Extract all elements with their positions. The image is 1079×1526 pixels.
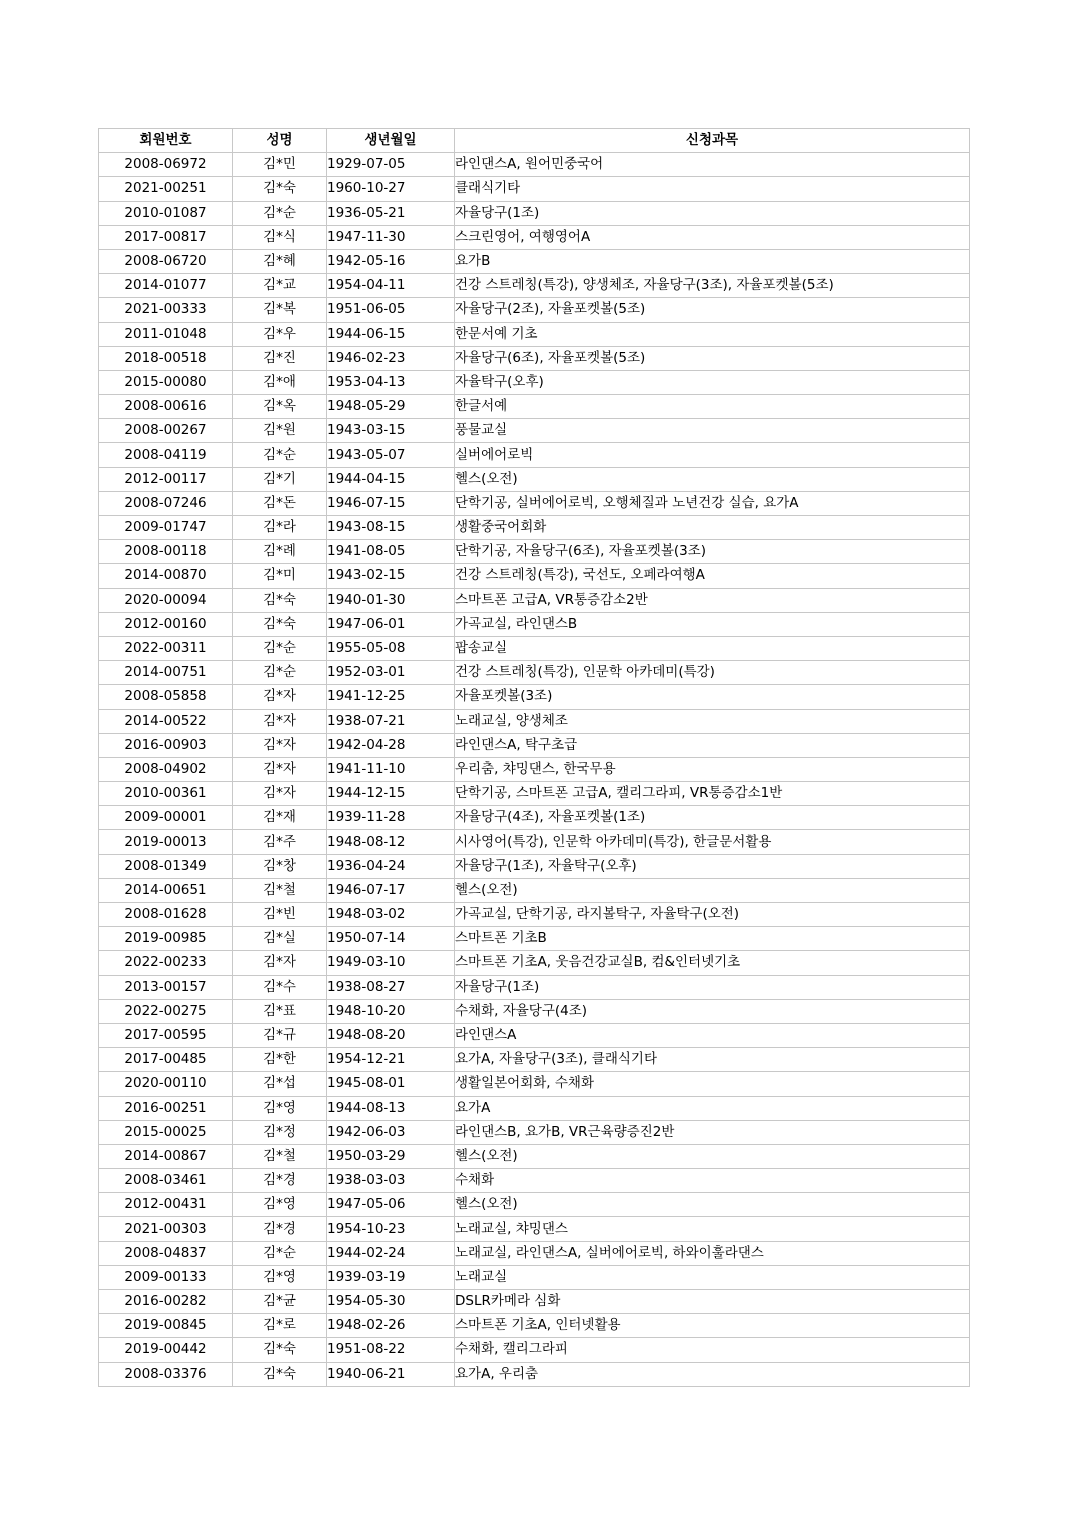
courses-cell: 자율당구(6조), 자율포켓볼(5조) — [455, 346, 970, 370]
member-id-cell: 2014-00751 — [99, 661, 233, 685]
name-cell: 김*한 — [233, 1048, 327, 1072]
member-id-cell: 2008-00267 — [99, 419, 233, 443]
name-cell: 김*균 — [233, 1290, 327, 1314]
courses-cell: 헬스(오전) — [455, 1193, 970, 1217]
table-body — [99, 153, 970, 1387]
name-cell: 김*숙 — [233, 1338, 327, 1362]
table-row — [99, 951, 970, 975]
member-id-cell: 2008-03376 — [99, 1362, 233, 1386]
member-id-cell: 2017-00485 — [99, 1048, 233, 1072]
courses-cell: 생활일본어회화, 수채화 — [455, 1072, 970, 1096]
table-row — [99, 249, 970, 273]
table-row — [99, 1241, 970, 1265]
birthdate-cell: 1952-03-01 — [327, 661, 455, 685]
member-id-cell: 2017-00817 — [99, 225, 233, 249]
birthdate-cell: 1951-08-22 — [327, 1338, 455, 1362]
name-cell: 김*순 — [233, 443, 327, 467]
birthdate-cell: 1939-03-19 — [327, 1265, 455, 1289]
name-cell: 김*철 — [233, 1144, 327, 1168]
member-id-cell: 2017-00595 — [99, 1023, 233, 1047]
courses-cell: 자율당구(1조) — [455, 201, 970, 225]
name-cell: 김*복 — [233, 298, 327, 322]
member-id-cell: 2012-00117 — [99, 467, 233, 491]
name-cell: 김*순 — [233, 201, 327, 225]
courses-cell: 자율당구(1조) — [455, 975, 970, 999]
table-row — [99, 830, 970, 854]
member-id-cell: 2019-00013 — [99, 830, 233, 854]
member-id-cell: 2019-00985 — [99, 927, 233, 951]
table-row — [99, 903, 970, 927]
table-row — [99, 806, 970, 830]
courses-cell: 클래식기타 — [455, 177, 970, 201]
name-cell: 김*돈 — [233, 491, 327, 515]
member-id-cell: 2011-01048 — [99, 322, 233, 346]
table-row — [99, 516, 970, 540]
birthdate-cell: 1953-04-13 — [327, 370, 455, 394]
name-cell: 김*례 — [233, 540, 327, 564]
birthdate-cell: 1944-04-15 — [327, 467, 455, 491]
table-row — [99, 225, 970, 249]
name-cell: 김*섭 — [233, 1072, 327, 1096]
member-course-table — [98, 128, 970, 1387]
name-cell: 김*규 — [233, 1023, 327, 1047]
member-id-cell: 2021-00303 — [99, 1217, 233, 1241]
birthdate-cell: 1948-02-26 — [327, 1314, 455, 1338]
courses-cell: 단학기공, 자율당구(6조), 자율포켓볼(3조) — [455, 540, 970, 564]
courses-cell: 건강 스트레칭(특강), 국선도, 오페라여행A — [455, 564, 970, 588]
birthdate-cell: 1936-05-21 — [327, 201, 455, 225]
table-row — [99, 1338, 970, 1362]
table-row — [99, 1072, 970, 1096]
member-id-cell: 2016-00251 — [99, 1096, 233, 1120]
table-row — [99, 854, 970, 878]
table-row — [99, 419, 970, 443]
birthdate-cell: 1940-01-30 — [327, 588, 455, 612]
courses-cell: 시사영어(특강), 인문학 아카데미(특강), 한글문서활용 — [455, 830, 970, 854]
name-cell: 김*애 — [233, 370, 327, 394]
table-row — [99, 685, 970, 709]
name-cell: 김*숙 — [233, 177, 327, 201]
table-row — [99, 1120, 970, 1144]
birthdate-cell: 1942-05-16 — [327, 249, 455, 273]
birthdate-cell: 1960-10-27 — [327, 177, 455, 201]
member-id-cell: 2019-00845 — [99, 1314, 233, 1338]
courses-cell: 노래교실, 라인댄스A, 실버에어로빅, 하와이훌라댄스 — [455, 1241, 970, 1265]
birthdate-cell: 1946-07-17 — [327, 878, 455, 902]
birthdate-cell: 1941-11-10 — [327, 757, 455, 781]
member-id-cell: 2008-03461 — [99, 1169, 233, 1193]
table-row — [99, 201, 970, 225]
birthdate-cell: 1938-03-03 — [327, 1169, 455, 1193]
courses-cell: 실버에어로빅 — [455, 443, 970, 467]
name-cell: 김*철 — [233, 878, 327, 902]
courses-cell: DSLR카메라 심화 — [455, 1290, 970, 1314]
birthdate-cell: 1947-05-06 — [327, 1193, 455, 1217]
courses-cell: 가곡교실, 라인댄스B — [455, 612, 970, 636]
table-row — [99, 1265, 970, 1289]
member-id-cell: 2014-00870 — [99, 564, 233, 588]
name-cell: 김*영 — [233, 1096, 327, 1120]
birthdate-cell: 1948-10-20 — [327, 999, 455, 1023]
member-id-cell: 2014-00867 — [99, 1144, 233, 1168]
courses-cell: 수채화, 캘리그라피 — [455, 1338, 970, 1362]
birthdate-cell: 1948-08-20 — [327, 1023, 455, 1047]
courses-cell: 가곡교실, 단학기공, 라지볼탁구, 자율탁구(오전) — [455, 903, 970, 927]
table-row — [99, 1217, 970, 1241]
courses-cell: 스마트폰 기초B — [455, 927, 970, 951]
header-row — [99, 129, 970, 153]
name-cell: 김*자 — [233, 685, 327, 709]
courses-cell: 한글서예 — [455, 395, 970, 419]
courses-cell: 자율당구(4조), 자율포켓볼(1조) — [455, 806, 970, 830]
courses-cell: 자율포켓볼(3조) — [455, 685, 970, 709]
name-cell: 김*숙 — [233, 1362, 327, 1386]
table-row — [99, 1023, 970, 1047]
birthdate-cell: 1948-08-12 — [327, 830, 455, 854]
courses-cell: 우리춤, 챠밍댄스, 한국무용 — [455, 757, 970, 781]
name-cell: 김*수 — [233, 975, 327, 999]
member-id-cell: 2014-00522 — [99, 709, 233, 733]
courses-cell: 팝송교실 — [455, 636, 970, 660]
birthdate-cell: 1949-03-10 — [327, 951, 455, 975]
birthdate-cell: 1955-05-08 — [327, 636, 455, 660]
birthdate-cell: 1944-08-13 — [327, 1096, 455, 1120]
courses-cell: 건강 스트레칭(특강), 양생체조, 자율당구(3조), 자율포켓볼(5조) — [455, 274, 970, 298]
name-cell: 김*실 — [233, 927, 327, 951]
table-row — [99, 636, 970, 660]
courses-cell: 풍물교실 — [455, 419, 970, 443]
courses-cell: 생활중국어회화 — [455, 516, 970, 540]
courses-cell: 한문서예 기초 — [455, 322, 970, 346]
member-id-cell: 2008-04119 — [99, 443, 233, 467]
courses-cell: 노래교실, 양생체조 — [455, 709, 970, 733]
courses-cell: 노래교실, 챠밍댄스 — [455, 1217, 970, 1241]
name-cell: 김*주 — [233, 830, 327, 854]
table-row — [99, 274, 970, 298]
birthdate-cell: 1946-02-23 — [327, 346, 455, 370]
birthdate-cell: 1950-07-14 — [327, 927, 455, 951]
courses-cell: 요가A, 자율당구(3조), 클래식기타 — [455, 1048, 970, 1072]
name-cell: 김*기 — [233, 467, 327, 491]
birthdate-cell: 1943-02-15 — [327, 564, 455, 588]
header-member-id: 회원번호 — [99, 129, 233, 153]
name-cell: 김*교 — [233, 274, 327, 298]
birthdate-cell: 1936-04-24 — [327, 854, 455, 878]
courses-cell: 자율탁구(오후) — [455, 370, 970, 394]
table-row — [99, 975, 970, 999]
table-row — [99, 757, 970, 781]
member-id-cell: 2010-00361 — [99, 782, 233, 806]
table-row — [99, 733, 970, 757]
member-id-cell: 2022-00275 — [99, 999, 233, 1023]
courses-cell: 라인댄스A — [455, 1023, 970, 1047]
member-id-cell: 2020-00094 — [99, 588, 233, 612]
table-row — [99, 1290, 970, 1314]
birthdate-cell: 1942-04-28 — [327, 733, 455, 757]
name-cell: 김*표 — [233, 999, 327, 1023]
member-id-cell: 2008-04902 — [99, 757, 233, 781]
member-id-cell: 2008-01628 — [99, 903, 233, 927]
name-cell: 김*자 — [233, 709, 327, 733]
table-row — [99, 443, 970, 467]
member-id-cell: 2022-00311 — [99, 636, 233, 660]
member-id-cell: 2018-00518 — [99, 346, 233, 370]
name-cell: 김*식 — [233, 225, 327, 249]
name-cell: 김*자 — [233, 951, 327, 975]
header-courses: 신청과목 — [455, 129, 970, 153]
courses-cell: 수채화, 자율당구(4조) — [455, 999, 970, 1023]
member-id-cell: 2014-00651 — [99, 878, 233, 902]
name-cell: 김*영 — [233, 1193, 327, 1217]
courses-cell: 자율당구(1조), 자율탁구(오후) — [455, 854, 970, 878]
birthdate-cell: 1938-08-27 — [327, 975, 455, 999]
birthdate-cell: 1938-07-21 — [327, 709, 455, 733]
table-row — [99, 540, 970, 564]
birthdate-cell: 1941-12-25 — [327, 685, 455, 709]
table-row — [99, 1169, 970, 1193]
table-row — [99, 661, 970, 685]
table-row — [99, 1362, 970, 1386]
name-cell: 김*미 — [233, 564, 327, 588]
table-row — [99, 927, 970, 951]
birthdate-cell: 1929-07-05 — [327, 153, 455, 177]
member-id-cell: 2015-00080 — [99, 370, 233, 394]
birthdate-cell: 1950-03-29 — [327, 1144, 455, 1168]
name-cell: 김*빈 — [233, 903, 327, 927]
table-row — [99, 588, 970, 612]
name-cell: 김*원 — [233, 419, 327, 443]
name-cell: 김*정 — [233, 1120, 327, 1144]
birthdate-cell: 1940-06-21 — [327, 1362, 455, 1386]
name-cell: 김*자 — [233, 782, 327, 806]
name-cell: 김*민 — [233, 153, 327, 177]
name-cell: 김*순 — [233, 661, 327, 685]
name-cell: 김*라 — [233, 516, 327, 540]
table-row — [99, 322, 970, 346]
courses-cell: 스마트폰 고급A, VR통증감소2반 — [455, 588, 970, 612]
member-id-cell: 2009-01747 — [99, 516, 233, 540]
birthdate-cell: 1943-05-07 — [327, 443, 455, 467]
name-cell: 김*재 — [233, 806, 327, 830]
table-row — [99, 709, 970, 733]
table-row — [99, 782, 970, 806]
courses-cell: 라인댄스A, 원어민중국어 — [455, 153, 970, 177]
table-row — [99, 878, 970, 902]
table-row — [99, 370, 970, 394]
courses-cell: 요가A, 우리춤 — [455, 1362, 970, 1386]
birthdate-cell: 1954-12-21 — [327, 1048, 455, 1072]
member-id-cell: 2012-00431 — [99, 1193, 233, 1217]
courses-cell: 자율당구(2조), 자율포켓볼(5조) — [455, 298, 970, 322]
courses-cell: 요가A — [455, 1096, 970, 1120]
header-birthdate: 생년월일 — [327, 129, 455, 153]
member-id-cell: 2012-00160 — [99, 612, 233, 636]
name-cell: 김*혜 — [233, 249, 327, 273]
member-id-cell: 2022-00233 — [99, 951, 233, 975]
courses-cell: 헬스(오전) — [455, 467, 970, 491]
birthdate-cell: 1944-06-15 — [327, 322, 455, 346]
table-row — [99, 177, 970, 201]
courses-cell: 스크린영어, 여행영어A — [455, 225, 970, 249]
table-row — [99, 153, 970, 177]
member-id-cell: 2008-05858 — [99, 685, 233, 709]
member-id-cell: 2008-07246 — [99, 491, 233, 515]
member-id-cell: 2009-00001 — [99, 806, 233, 830]
birthdate-cell: 1948-05-29 — [327, 395, 455, 419]
name-cell: 김*자 — [233, 757, 327, 781]
table-row — [99, 395, 970, 419]
name-cell: 김*옥 — [233, 395, 327, 419]
member-id-cell: 2021-00333 — [99, 298, 233, 322]
name-cell: 김*창 — [233, 854, 327, 878]
birthdate-cell: 1943-03-15 — [327, 419, 455, 443]
member-id-cell: 2020-00110 — [99, 1072, 233, 1096]
name-cell: 김*자 — [233, 733, 327, 757]
name-cell: 김*경 — [233, 1169, 327, 1193]
birthdate-cell: 1941-08-05 — [327, 540, 455, 564]
birthdate-cell: 1954-10-23 — [327, 1217, 455, 1241]
table-row — [99, 467, 970, 491]
name-cell: 김*숙 — [233, 612, 327, 636]
birthdate-cell: 1951-06-05 — [327, 298, 455, 322]
name-cell: 김*순 — [233, 636, 327, 660]
name-cell: 김*순 — [233, 1241, 327, 1265]
birthdate-cell: 1944-02-24 — [327, 1241, 455, 1265]
member-id-cell: 2021-00251 — [99, 177, 233, 201]
table-row — [99, 1314, 970, 1338]
courses-cell: 헬스(오전) — [455, 878, 970, 902]
birthdate-cell: 1943-08-15 — [327, 516, 455, 540]
member-id-cell: 2015-00025 — [99, 1120, 233, 1144]
courses-cell: 라인댄스B, 요가B, VR근육량증진2반 — [455, 1120, 970, 1144]
birthdate-cell: 1942-06-03 — [327, 1120, 455, 1144]
name-cell: 김*경 — [233, 1217, 327, 1241]
name-cell: 김*로 — [233, 1314, 327, 1338]
table-row — [99, 346, 970, 370]
birthdate-cell: 1944-12-15 — [327, 782, 455, 806]
courses-cell: 라인댄스A, 탁구초급 — [455, 733, 970, 757]
member-id-cell: 2009-00133 — [99, 1265, 233, 1289]
name-cell: 김*숙 — [233, 588, 327, 612]
member-id-cell: 2010-01087 — [99, 201, 233, 225]
birthdate-cell: 1948-03-02 — [327, 903, 455, 927]
member-id-cell: 2016-00903 — [99, 733, 233, 757]
member-id-cell: 2008-01349 — [99, 854, 233, 878]
member-id-cell: 2019-00442 — [99, 1338, 233, 1362]
member-id-cell: 2013-00157 — [99, 975, 233, 999]
courses-cell: 헬스(오전) — [455, 1144, 970, 1168]
courses-cell: 단학기공, 스마트폰 고급A, 캘리그라피, VR통증감소1반 — [455, 782, 970, 806]
birthdate-cell: 1947-11-30 — [327, 225, 455, 249]
courses-cell: 건강 스트레칭(특강), 인문학 아카데미(특강) — [455, 661, 970, 685]
table-row — [99, 1144, 970, 1168]
table-row — [99, 564, 970, 588]
member-id-cell: 2016-00282 — [99, 1290, 233, 1314]
birthdate-cell: 1946-07-15 — [327, 491, 455, 515]
header-name: 성명 — [233, 129, 327, 153]
member-id-cell: 2008-00616 — [99, 395, 233, 419]
member-id-cell: 2008-00118 — [99, 540, 233, 564]
courses-cell: 스마트폰 기초A, 인터넷활용 — [455, 1314, 970, 1338]
birthdate-cell: 1954-05-30 — [327, 1290, 455, 1314]
table-row — [99, 1096, 970, 1120]
courses-cell: 단학기공, 실버에어로빅, 오행체질과 노년건강 실습, 요가A — [455, 491, 970, 515]
member-id-cell: 2008-06972 — [99, 153, 233, 177]
birthdate-cell: 1939-11-28 — [327, 806, 455, 830]
courses-cell: 노래교실 — [455, 1265, 970, 1289]
name-cell: 김*영 — [233, 1265, 327, 1289]
courses-cell: 스마트폰 기초A, 웃음건강교실B, 컴&인터넷기초 — [455, 951, 970, 975]
name-cell: 김*우 — [233, 322, 327, 346]
birthdate-cell: 1954-04-11 — [327, 274, 455, 298]
member-id-cell: 2008-06720 — [99, 249, 233, 273]
table-row — [99, 298, 970, 322]
member-id-cell: 2008-04837 — [99, 1241, 233, 1265]
table-row — [99, 1048, 970, 1072]
birthdate-cell: 1947-06-01 — [327, 612, 455, 636]
birthdate-cell: 1945-08-01 — [327, 1072, 455, 1096]
courses-cell: 요가B — [455, 249, 970, 273]
table-row — [99, 999, 970, 1023]
member-id-cell: 2014-01077 — [99, 274, 233, 298]
table-row — [99, 612, 970, 636]
name-cell: 김*진 — [233, 346, 327, 370]
table-row — [99, 491, 970, 515]
courses-cell: 수채화 — [455, 1169, 970, 1193]
table-row — [99, 1193, 970, 1217]
